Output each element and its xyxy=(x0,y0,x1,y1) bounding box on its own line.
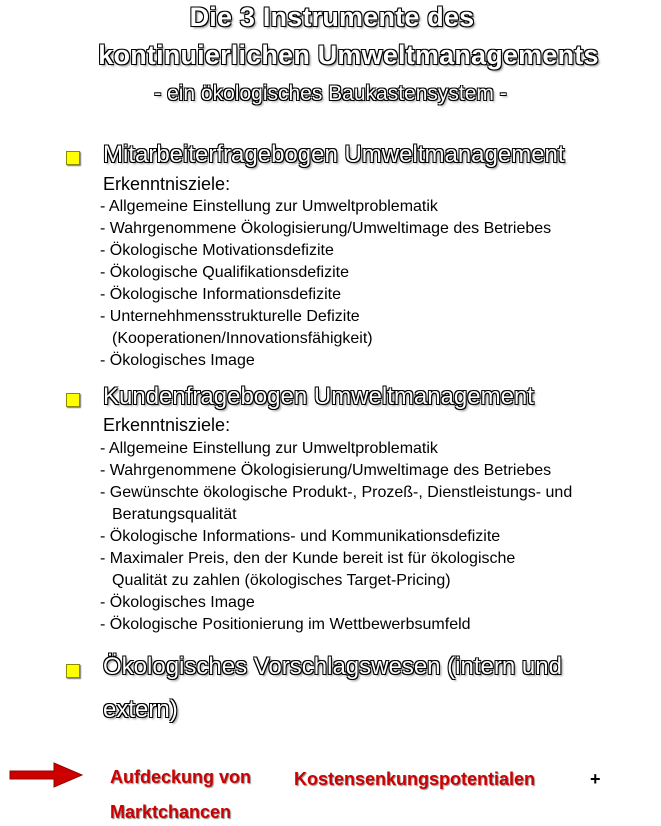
title-line-1: Die 3 Instrumente des xyxy=(189,2,475,32)
list-item: - Maximaler Preis, den der Kunde bereit ist für ökologische xyxy=(100,550,516,567)
section-heading-employee: Mitarbeiterfragebogen Umweltmanagement xyxy=(103,141,565,168)
list-item: - Ökologische Informationsdefizite xyxy=(100,286,341,303)
list-item: - Wahrgenommene Ökologisierung/Umweltimage des Betriebes xyxy=(100,462,552,479)
list-item: - Ökologische Informations- und Kommunikationsdefizite xyxy=(100,528,501,545)
list-item: Qualität zu zahlen (ökologisches Target-Pricing) xyxy=(112,572,451,589)
bullet-square-icon xyxy=(66,151,80,165)
list-item: (Kooperationen/Innovationsfähigkeit) xyxy=(112,330,373,347)
section-heading-customer: Kundenfragebogen Umweltmanagement xyxy=(103,383,534,410)
list-item: - Ökologische Qualifikationsdefizite xyxy=(100,264,350,281)
list-item: - Ökologisches Image xyxy=(100,352,255,369)
bullet-square-icon xyxy=(66,664,80,678)
list-item: Beratungsqualität xyxy=(112,506,237,523)
list-item: - Ökologische Positionierung im Wettbewerbsumfeld xyxy=(100,616,471,633)
item-list-employee xyxy=(100,196,551,372)
section-label-customer: Erkenntnisziele: xyxy=(103,415,231,435)
conclusion-part-2: Kostensenkungspotentialen xyxy=(294,769,536,789)
list-item: - Unternehhmensstrukturelle Defizite xyxy=(100,308,360,325)
bullet-square-icon xyxy=(66,393,80,407)
list-item: - Ökologisches Image xyxy=(100,594,255,611)
list-item: - Allgemeine Einstellung zur Umweltproblematik xyxy=(100,198,438,215)
arrow-right-icon xyxy=(8,762,84,788)
list-item: - Wahrgenommene Ökologisierung/Umweltimage des Betriebes xyxy=(100,220,552,237)
section-heading-suggestions-line-2: extern) xyxy=(103,696,178,723)
conclusion-part-3: Marktchancen xyxy=(110,802,232,822)
list-item: - Allgemeine Einstellung zur Umweltproblematik xyxy=(100,440,438,457)
section-heading-suggestions-line-1: Ökologisches Vorschlagswesen (intern und xyxy=(103,653,562,680)
list-item: - Ökologische Motivationsdefizite xyxy=(100,242,334,259)
list-item: - Gewünschte ökologische Produkt-, Prozeß-, Dienstleistungs- und xyxy=(100,484,573,501)
conclusion-part-1: Aufdeckung von xyxy=(110,767,252,787)
item-list-customer xyxy=(100,438,572,636)
conclusion-plus: + xyxy=(590,769,601,789)
section-label-employee: Erkenntnisziele: xyxy=(103,174,231,194)
subtitle: - ein ökologisches Baukastensystem - xyxy=(154,82,507,105)
title-line-2: kontinuierlichen Umweltmanagements xyxy=(98,40,599,70)
